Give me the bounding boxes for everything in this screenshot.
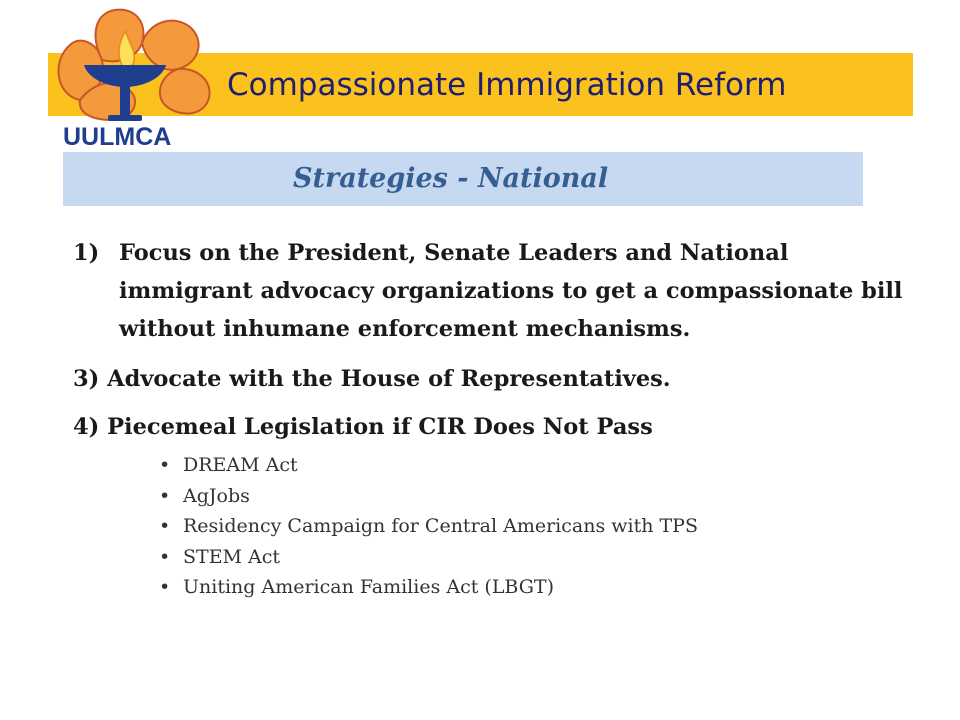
bullet-text: Uniting American Families Act (LBGT): [183, 576, 555, 598]
bullet-icon: •: [159, 454, 171, 476]
list-item: [73, 234, 913, 348]
bullet-text: STEM Act: [183, 545, 281, 568]
slide-title: Compassionate Immigration Reform: [227, 67, 787, 103]
bullet-list: [73, 450, 913, 603]
slide-subtitle: Strategies - National: [293, 163, 609, 194]
item-text: Focus on the President, Senate Leaders and National immigrant advocacy organizations to get a compassionate bill without inhumane enforcement mechanisms.: [119, 240, 903, 342]
bullet-item: [157, 450, 913, 481]
bullet-item: [157, 572, 913, 603]
item-number: 1): [73, 240, 100, 266]
flaming-chalice-logo-icon: [50, 5, 230, 130]
bullet-item: [157, 511, 913, 542]
bullet-icon: •: [159, 484, 171, 507]
bullet-icon: •: [159, 576, 171, 598]
list-item: 3) Advocate with the House of Representatives.: [73, 366, 671, 392]
bullet-text: Residency Campaign for Central Americans with TPS: [183, 515, 698, 537]
bullet-text: DREAM Act: [183, 454, 298, 476]
bullet-icon: •: [159, 515, 171, 537]
bullet-item: [157, 542, 913, 573]
logo-text: UULMCA: [63, 123, 172, 151]
list-item: 4) Piecemeal Legislation if CIR Does Not Pass: [73, 414, 653, 440]
bullet-item: [157, 481, 913, 512]
bullet-text: AgJobs: [183, 484, 250, 507]
slide-content: [73, 234, 913, 603]
bullet-icon: •: [159, 545, 171, 568]
